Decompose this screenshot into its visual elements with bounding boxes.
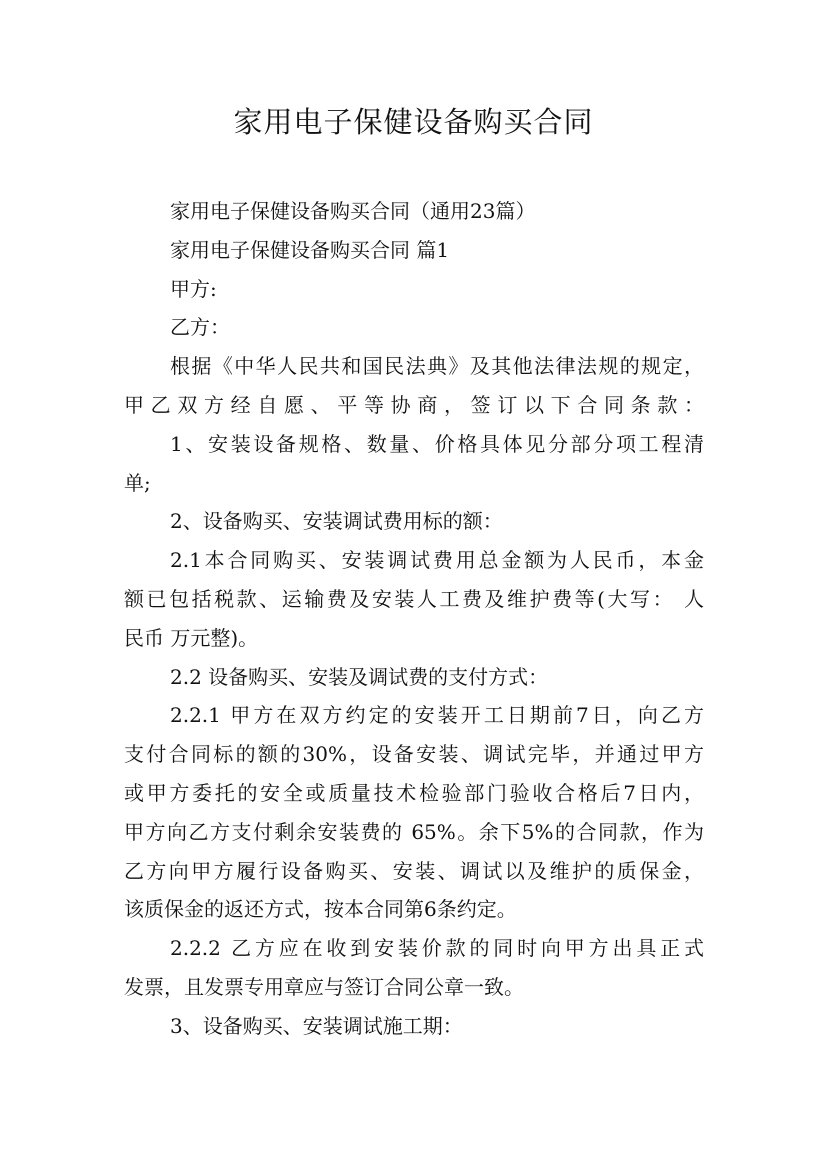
paragraph-line: 2.1本合同购买、安装调试费用总金额为人民币，本金 [170, 548, 704, 573]
paragraph-line: 发票，且发票专用章应与签订合同公章一致。 [124, 974, 524, 999]
document-title: 家用电子保健设备购买合同 [233, 105, 594, 139]
paragraph-line: 3、设备购买、安装调试施工期： [170, 1013, 463, 1038]
party-a-label: 甲方: [170, 276, 217, 301]
paragraph-line: 或甲方委托的安全或质量技术检验部门验收合格后7日内， [124, 780, 704, 805]
paragraph-line: 单; [124, 470, 151, 495]
party-b-label: 乙方： [170, 315, 230, 340]
paragraph-line: 2、设备购买、安装调试费用标的额： [170, 509, 503, 534]
paragraph-line: 额已包括税款、运输费及安装人工费及维护费等(大写： 人 [124, 586, 704, 611]
paragraph-line: 2.2.2 乙方应在收到安装价款的同时向甲方出具正式 [170, 936, 704, 961]
paragraph-line: 根据《中华人民共和国民法典》及其他法律法规的规定， [170, 354, 704, 379]
section-heading: 家用电子保健设备购买合同 篇1 [170, 237, 450, 262]
paragraph-line: 甲乙双方经自愿、平等协商，签订以下合同条款： [124, 392, 704, 417]
paragraph-line: 支付合同标的额的30%，设备安装、调试完毕，并通过甲方 [124, 742, 704, 767]
document-body [124, 192, 704, 1046]
subtitle-line: 家用电子保健设备购买合同（通用23篇） [170, 199, 536, 223]
paragraph-line: 甲方向乙方支付剩余安装费的 65%。余下5%的合同款，作为 [124, 819, 704, 844]
paragraph-line: 该质保金的返还方式，按本合同第6条约定。 [124, 897, 517, 922]
paragraph-line: 乙方向甲方履行设备购买、安装、调试以及维护的质保金， [124, 858, 704, 883]
paragraph-line: 2.2 设备购买、安装及调试费的支付方式： [170, 664, 549, 689]
paragraph-line: 2.2.1 甲方在双方约定的安装开工日期前7日，向乙方 [170, 703, 704, 728]
paragraph-line: 1、安装设备规格、数量、价格具体见分部分项工程清 [170, 431, 704, 456]
paragraph-line: 民币 万元整)。 [124, 625, 259, 650]
